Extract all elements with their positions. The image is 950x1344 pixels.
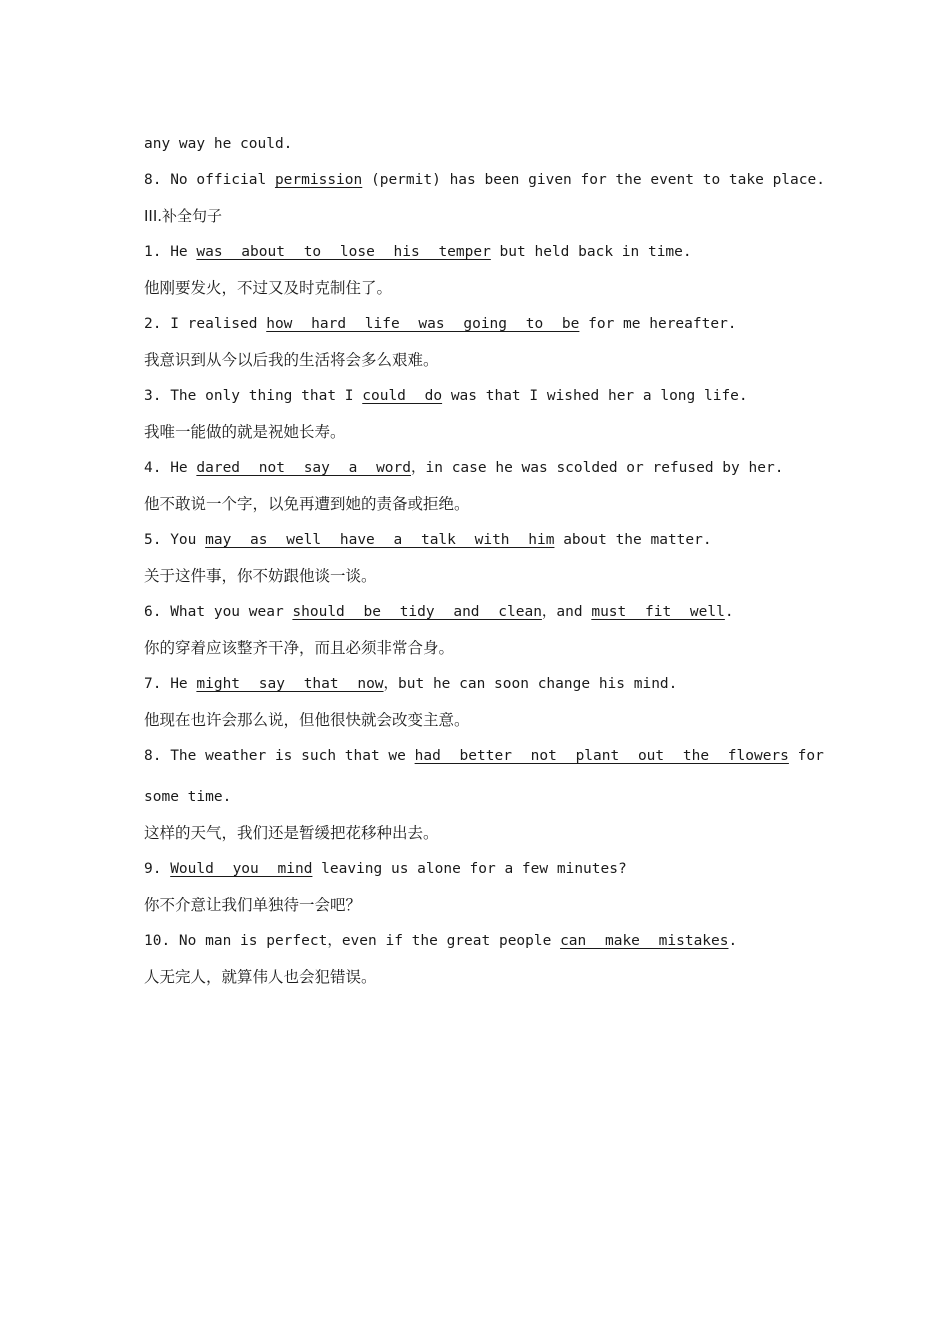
- text-line: [144, 378, 824, 414]
- text-line: [144, 666, 824, 702]
- text-segment: 3. The only thing that I: [144, 388, 363, 404]
- text-segment: 7. He: [144, 676, 197, 692]
- text-segment: 9.: [144, 861, 171, 877]
- answer-blank: might say that now: [196, 676, 384, 692]
- text-segment: 人无完人，就算伟人也会犯错误。: [144, 968, 377, 986]
- translation-line: [144, 342, 824, 378]
- text-segment: 6. What you wear: [144, 604, 293, 620]
- text-segment: was that I wished her a long life.: [442, 388, 748, 404]
- text-line: [144, 779, 824, 815]
- text-segment: 他现在也许会那么说，但他很快就会改变主意。: [144, 711, 470, 729]
- text-segment: 8. The weather is such that we: [144, 748, 415, 764]
- answer-blank: permission: [274, 172, 363, 188]
- text-segment: 4. He: [144, 460, 197, 476]
- translation-line: [144, 486, 824, 522]
- answer-blank: dared not say a word: [196, 460, 411, 476]
- text-segment: 你的穿着应该整齐干净，而且必须非常合身。: [144, 639, 455, 657]
- text-line: [144, 234, 824, 270]
- text-line: [144, 851, 824, 887]
- text-segment: leaving us alone for a few minutes?: [312, 861, 627, 877]
- translation-line: [144, 959, 824, 995]
- text-segment: 你不介意让我们单独待一会吧？: [144, 896, 362, 914]
- translation-line: [144, 270, 824, 306]
- text-line: [144, 126, 824, 162]
- text-segment: ，and: [541, 604, 592, 620]
- text-segment: 我意识到从今以后我的生活将会多么艰难。: [144, 351, 439, 369]
- translation-line: [144, 702, 824, 738]
- text-segment: 8. No official: [144, 172, 275, 188]
- translation-line: [144, 558, 824, 594]
- text-segment: but held back in time.: [490, 244, 692, 260]
- text-line: [144, 923, 824, 959]
- answer-blank: was about to lose his temper: [196, 244, 491, 260]
- text-line: [144, 594, 824, 630]
- text-segment: 10. No man is perfect，even if the great people: [144, 933, 561, 949]
- answer-blank: had better not plant out the flowers: [414, 748, 789, 764]
- text-line: [144, 738, 824, 779]
- answer-blank: may as well have a talk with him: [205, 532, 555, 548]
- answer-blank: how hard life was going to be: [266, 316, 580, 332]
- text-segment: about the matter.: [554, 532, 712, 548]
- text-segment: 这样的天气，我们还是暂缓把花移种出去。: [144, 824, 439, 842]
- text-segment: ，in case he was scolded or refused by her.: [411, 460, 784, 476]
- translation-line: [144, 887, 824, 923]
- text-segment: ，but he can soon change his mind.: [383, 676, 678, 692]
- text-segment: for: [788, 748, 824, 764]
- answer-blank: could do: [362, 388, 443, 404]
- text-segment: 他不敢说一个字，以免再遭到她的责备或拒绝。: [144, 495, 470, 513]
- translation-line: [144, 630, 824, 666]
- exercise-content: [144, 126, 824, 995]
- text-segment: any way he could.: [144, 136, 293, 152]
- text-segment: .: [724, 604, 734, 620]
- text-line: [144, 522, 824, 558]
- text-segment: (permit) has been given for the event to take place.: [362, 172, 825, 188]
- section-heading: [144, 198, 824, 234]
- text-segment: III.补全句子: [144, 207, 223, 225]
- answer-blank: Would you mind: [170, 861, 313, 877]
- text-segment: 1. He: [144, 244, 197, 260]
- text-segment: 5. You: [144, 532, 206, 548]
- text-segment: 关于这件事，你不妨跟他谈一谈。: [144, 567, 377, 585]
- text-segment: some time.: [144, 789, 232, 805]
- text-segment: 他刚要发火，不过又及时克制住了。: [144, 279, 393, 297]
- answer-blank: can make mistakes: [560, 933, 729, 949]
- text-segment: 2. I realised: [144, 316, 267, 332]
- text-segment: 我唯一能做的就是祝她长寿。: [144, 423, 346, 441]
- text-line: [144, 450, 824, 486]
- text-segment: .: [728, 933, 738, 949]
- answer-blank: must fit well: [591, 604, 725, 620]
- translation-line: [144, 414, 824, 450]
- translation-line: [144, 815, 824, 851]
- answer-blank: should be tidy and clean: [292, 604, 542, 620]
- text-line: [144, 162, 824, 198]
- text-line: [144, 306, 824, 342]
- text-segment: for me hereafter.: [579, 316, 737, 332]
